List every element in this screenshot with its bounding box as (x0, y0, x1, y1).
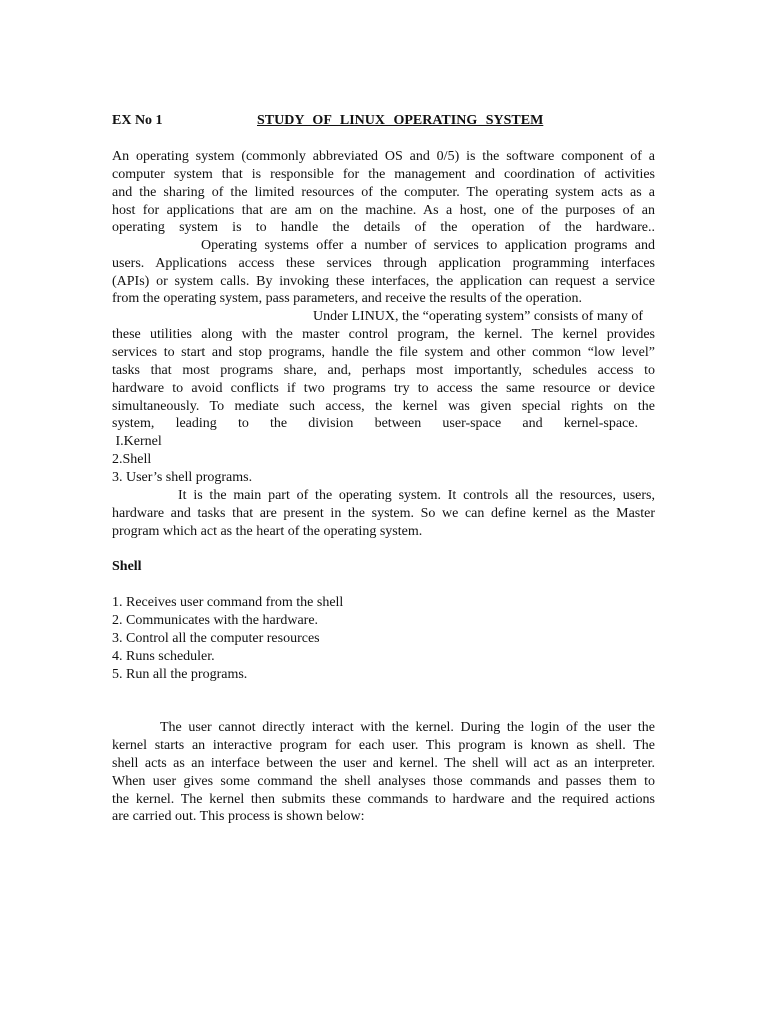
intro-line: and the sharing of the limited resources of the computer. The operating system acts as a (112, 185, 655, 200)
kernel-line: program which act as the heart of the operating system. (112, 524, 423, 539)
component-item-kernel: I.Kernel (112, 434, 162, 449)
closing-line: When user gives some command the shell analyses those commands and passes them to (112, 774, 655, 789)
linux-line: services to start and stop programs, handle the file system and other common “low level” (112, 345, 655, 360)
closing-line: shell acts as an interface between the user and kernel. The shell will act as an interpreter. (112, 756, 655, 771)
shell-list-item: 1. Receives user command from the shell (112, 595, 344, 610)
shell-list-item: 2. Communicates with the hardware. (112, 613, 319, 628)
shell-list-item: 4. Runs scheduler. (112, 649, 215, 664)
intro-line: host for applications that are am on the machine. As a host, one of the purposes of an (112, 203, 655, 218)
page-title: STUDY OF LINUX OPERATING SYSTEM (257, 113, 544, 128)
services-line: from the operating system, pass parameters, and receive the results of the operation. (112, 291, 583, 306)
component-item-shell: 2.Shell (112, 452, 152, 467)
shell-list-item: 5. Run all the programs. (112, 667, 248, 682)
intro-line: An operating system (commonly abbreviated OS and 0/5) is the software component of a (112, 149, 655, 164)
services-line: (APIs) or system calls. By invoking these interfaces, the application can request a service (112, 274, 655, 289)
closing-line: the kernel. The kernel then submits these commands to hardware and the required actions (112, 792, 655, 807)
kernel-line: hardware and tasks that are present in the system. So we can define kernel as the Master (112, 506, 655, 521)
intro-line: operating system is to handle the details of the operation of the hardware.. (112, 220, 655, 235)
services-line: users. Applications access these services through application programming interfaces (112, 256, 655, 271)
intro-line: computer system that is responsible for the management and coordination of activities (112, 167, 655, 182)
closing-line: The user cannot directly interact with the kernel. During the login of the user the (160, 720, 655, 735)
closing-line: are carried out. This process is shown below: (112, 809, 365, 824)
linux-line: these utilities along with the master control program, the kernel. The kernel provides (112, 327, 655, 342)
linux-line: system, leading to the division between user-space and kernel-space. (112, 416, 638, 431)
linux-line: Under LINUX, the “operating system” consists of many of (313, 309, 644, 324)
linux-line: simultaneously. To mediate such access, the kernel was given special rights on the (112, 399, 655, 414)
services-line: Operating systems offer a number of services to application programs and (201, 238, 655, 253)
closing-line: kernel starts an interactive program for each user. This program is known as shell. The (112, 738, 655, 753)
linux-line: hardware to avoid conflicts if two programs try to access the same resource or device (112, 381, 655, 396)
component-item-user-programs: 3. User’s shell programs. (112, 470, 253, 485)
shell-heading: Shell (112, 559, 142, 574)
shell-list-item: 3. Control all the computer resources (112, 631, 320, 646)
linux-line: tasks that most programs share, and, perhaps most importantly, schedules access to (112, 363, 655, 378)
exercise-number: EX No 1 (112, 113, 163, 128)
kernel-line: It is the main part of the operating system. It controls all the resources, users, (178, 488, 655, 503)
